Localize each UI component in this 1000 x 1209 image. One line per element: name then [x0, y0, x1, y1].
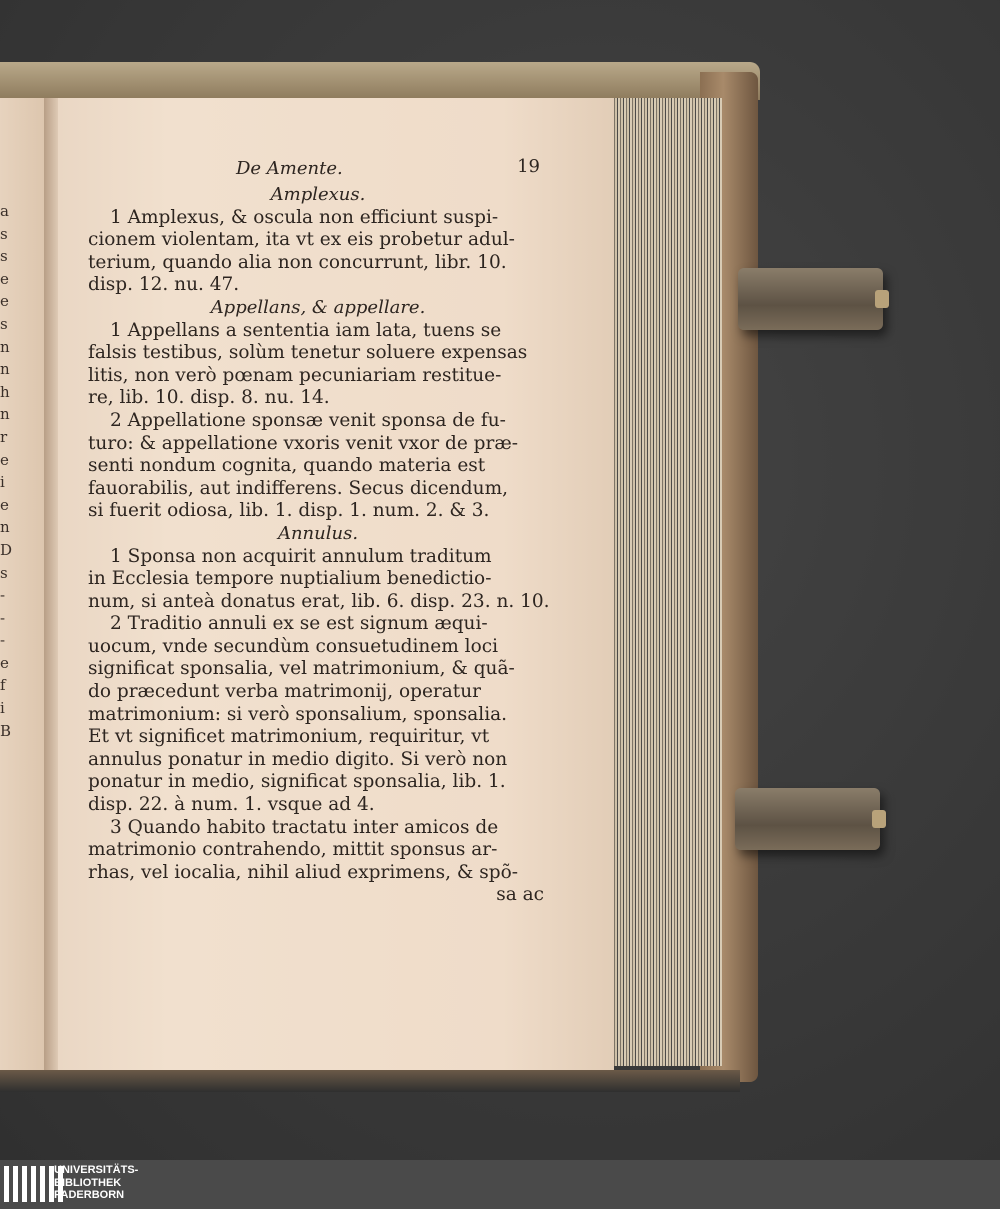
book-cover-top-edge	[0, 62, 760, 100]
logo-line-1: UNIVERSITÄTS-	[54, 1164, 139, 1176]
running-title: De Amente.	[236, 158, 343, 179]
text-line: senti nondum cognita, quando materia est	[88, 455, 486, 477]
text-line: 2 Appellatione sponsæ venit sponsa de fu-	[110, 409, 506, 431]
left-page-fragment: n	[0, 337, 10, 356]
text-line: Et vt significet matrimonium, requiritur, vt	[88, 726, 490, 748]
left-page-fragment: s	[0, 563, 8, 582]
text-line: 1 Appellans a sententia iam lata, tuens se	[110, 319, 502, 341]
section-heading: Annulus.	[277, 522, 359, 544]
text-line: significat sponsalia, vel matrimonium, & quã-	[88, 658, 515, 680]
left-page-fragment: B	[0, 721, 12, 740]
left-page-fragment: e	[0, 653, 9, 672]
page-text-block	[88, 156, 548, 907]
left-page-fragment: s	[0, 247, 8, 266]
library-footer-bar	[0, 1160, 1000, 1209]
text-line: 2 Traditio annuli ex se est signum æqui-	[110, 613, 488, 635]
text-line: litis, non verò pœnam pecuniariam restitue-	[88, 364, 502, 386]
left-page-fragment: e	[0, 292, 9, 311]
left-page-fragment: e	[0, 450, 9, 469]
text-line: 1 Amplexus, & oscula non efficiunt suspi-	[110, 206, 499, 228]
running-head	[88, 156, 548, 184]
left-page-fragment: i	[0, 699, 5, 718]
left-page-text-fragments	[0, 200, 20, 742]
text-line: disp. 22. à num. 1. vsque ad 4.	[88, 794, 375, 816]
left-page-fragment: f	[0, 676, 6, 695]
text-line: in Ecclesia tempore nuptialium benedictio-	[88, 568, 492, 590]
logo-line-2: BIBLIOTHEK	[54, 1176, 122, 1189]
text-line: turo: & appellatione vxoris venit vxor de præ-	[88, 432, 518, 454]
page-number: 19	[517, 156, 540, 177]
left-page-fragment: r	[0, 427, 8, 446]
metal-clasp-bottom	[735, 788, 880, 850]
text-line: cionem violentam, ita vt ex eis probetur adul-	[88, 229, 515, 251]
logo-line-3: PADERBORN	[54, 1189, 125, 1201]
text-line: matrimonium: si verò sponsalium, sponsalia.	[88, 703, 508, 725]
text-line: ponatur in medio, significat sponsalia, lib. 1.	[88, 771, 506, 793]
left-page-fragment: s	[0, 224, 8, 243]
left-page-fragment: s	[0, 314, 8, 333]
left-page-fragment: e	[0, 269, 9, 288]
library-logo-text	[54, 1164, 138, 1202]
text-line: matrimonio contrahendo, mittit sponsus ar-	[88, 839, 498, 861]
book-bottom-edge	[0, 1070, 740, 1092]
left-page-fragment: n	[0, 405, 10, 424]
left-page-fragment: -	[0, 631, 6, 650]
left-page-fragment: n	[0, 518, 10, 537]
left-page-fragment: h	[0, 382, 10, 401]
left-page-fragment: -	[0, 586, 6, 605]
text-lines	[88, 184, 548, 907]
metal-clasp-top	[738, 268, 883, 330]
left-page-fragment: e	[0, 495, 9, 514]
text-line: si fuerit odiosa, lib. 1. disp. 1. num. 2. & 3.	[88, 500, 490, 522]
left-page-fragment: n	[0, 360, 10, 379]
left-page-fragment: -	[0, 608, 6, 627]
text-line: sa ac	[496, 884, 544, 906]
text-line: do præcedunt verba matrimonij, operatur	[88, 681, 481, 703]
text-line: uocum, vnde secundùm consuetudinem loci	[88, 635, 498, 657]
left-page-fragment: a	[0, 202, 9, 220]
text-line: annulus ponatur in medio digito. Si verò non	[88, 748, 508, 770]
text-line: re, lib. 10. disp. 8. nu. 14.	[88, 387, 330, 409]
text-line: 1 Sponsa non acquirit annulum traditum	[110, 545, 492, 567]
text-line: rhas, vel iocalia, nihil aliud exprimens, & spõ-	[88, 861, 518, 883]
text-line: num, si anteà donatus erat, lib. 6. disp. 23. n. 10.	[88, 590, 550, 612]
text-line: fauorabilis, aut indifferens. Secus dicendum,	[88, 477, 508, 499]
section-heading: Appellans, & appellare.	[210, 296, 426, 318]
left-page-fragment: i	[0, 473, 5, 492]
text-line: 3 Quando habito tractatu inter amicos de	[110, 816, 499, 838]
section-heading: Amplexus.	[270, 184, 366, 205]
text-line: disp. 12. nu. 47.	[88, 274, 240, 296]
text-line: falsis testibus, solùm tenetur soluere expensas	[88, 342, 528, 364]
left-page-fragment: D	[0, 540, 13, 559]
text-line: terium, quando alia non concurrunt, libr. 10.	[88, 251, 507, 273]
page-block-edges	[612, 98, 722, 1066]
